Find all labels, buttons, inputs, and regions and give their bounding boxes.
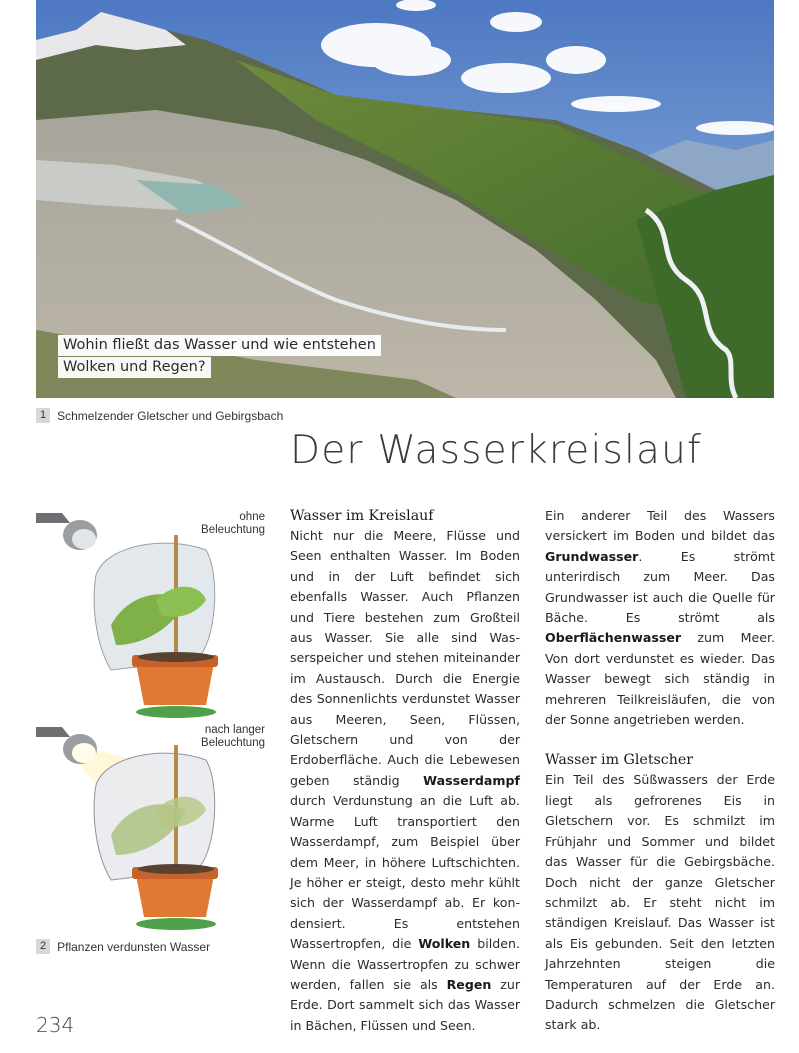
label-after-long-light (176, 724, 265, 750)
label-without-light-line-2: Beleuchtung (201, 524, 265, 536)
label-without-light-line-1: ohne (239, 511, 265, 523)
keyword-grundwasser: Grundwasser (545, 548, 639, 564)
keyword-regen: Regen (446, 976, 492, 992)
text-span: Ein anderer Teil des Wassers versickert im Boden und bildet das (545, 508, 775, 544)
text-span: zum Meer. Von dort verdunstet es wieder. Das Wasser bewegt sich ständig in mehreren Teilkreisläufen, die von der Sonne angetrieben werden. (545, 630, 775, 728)
page-number: 234 (36, 1013, 75, 1037)
section-heading-cycle: Wasser im Kreislauf (290, 508, 434, 524)
paragraph-glacier: Ein Teil des Süßwassers der Erde liegt als gefrorenes Eis in Gletschern vor. Es schmilzt im Frühjahr und Sommer und bildet das Wasser für die Gebirgsbäche. Doch nicht der ganze Gletscher schmilzt ab. Er steht nicht im ständigen Kreislauf. Das Wasser ist als Eis gebunden. Seit den letzten Jahrzehnten steigen die Temperaturen auf der Erde an. Dadurch schmelzen die Gletscher stark ab. (545, 772, 775, 1033)
plant-experiment-drawing (36, 505, 276, 935)
paragraph-groundwater (545, 506, 775, 730)
keyword-oberflaechenwasser: Oberflächenwasser (545, 630, 682, 646)
text-span: . Es strömt unterirdisch zum Meer. Das Grundwasser ist auch die Quelle für Bäche. Es strömt als (545, 548, 775, 626)
figure-1-number: 1 (36, 408, 50, 423)
text-span: Nicht nur die Meere, Flüsse und Seen enthalten Wasser. Im Boden und in der Luft befindet sich ebenfalls Wasser. Auch Pflanzen und Tiere bestehen zum Großteil aus Wasser. Sie alle sind Wasserspeicher und stehen miteinander im Austausch. Durch die Energie des Sonnenlichts verdunstet Wasser aus Meeren, Seen, Flüssen, Gletschern und von der Erdoberfläche. Auch die Lebewesen geben ständig (290, 528, 520, 788)
figure-2-text: Pflanzen verdunsten Wasser (57, 939, 211, 954)
figure-2-number: 2 (36, 939, 50, 954)
text-span: bilden. Wenn die Wassertropfen zu schwer werden, fallen sie als (290, 936, 520, 992)
label-after-long-light-line-2: Beleuchtung (201, 737, 265, 749)
text-span: zur Erde. Dort sammelt sich das Wasser in Bächen, Flüssen und Seen. (290, 976, 520, 1033)
lamp-icon-top (36, 513, 97, 550)
label-after-long-light-line-1: nach langer (204, 724, 265, 736)
hero-question (58, 335, 381, 379)
page-title: Der Wasserkreislauf (290, 428, 702, 473)
hero-question-line-2: Wolken und Regen? (58, 357, 211, 378)
figure-1-text: Schmelzender Gletscher und Gebirgsbach (57, 408, 284, 423)
keyword-wolken: Wolken (418, 936, 471, 952)
figure-1-caption (36, 408, 283, 423)
label-without-light (186, 511, 265, 537)
paragraph-spacer (545, 730, 775, 750)
section-heading-glacier: Wasser im Gletscher (545, 752, 694, 769)
keyword-wasserdampf: Wasserdampf (423, 772, 520, 788)
text-column-1 (290, 506, 520, 1036)
plant-evaporation-illustration (36, 505, 276, 935)
paragraph-water-cycle (290, 526, 520, 1036)
text-column-2 (545, 506, 775, 1036)
hero-question-line-1: Wohin fließt das Wasser und wie entstehen (58, 335, 381, 356)
text-span: durch Verdunstung an die Luft ab. Warme Luft transportiert den Wasserdampf, zum Beispiel über dem Meer, in höhere Luftschichten. Je höher er steigt, desto mehr kühlt sich der Wasserdampf ab. Er kondensiert. Es entstehen Wassertropfen, die (290, 793, 520, 952)
figure-2-caption (36, 939, 210, 954)
